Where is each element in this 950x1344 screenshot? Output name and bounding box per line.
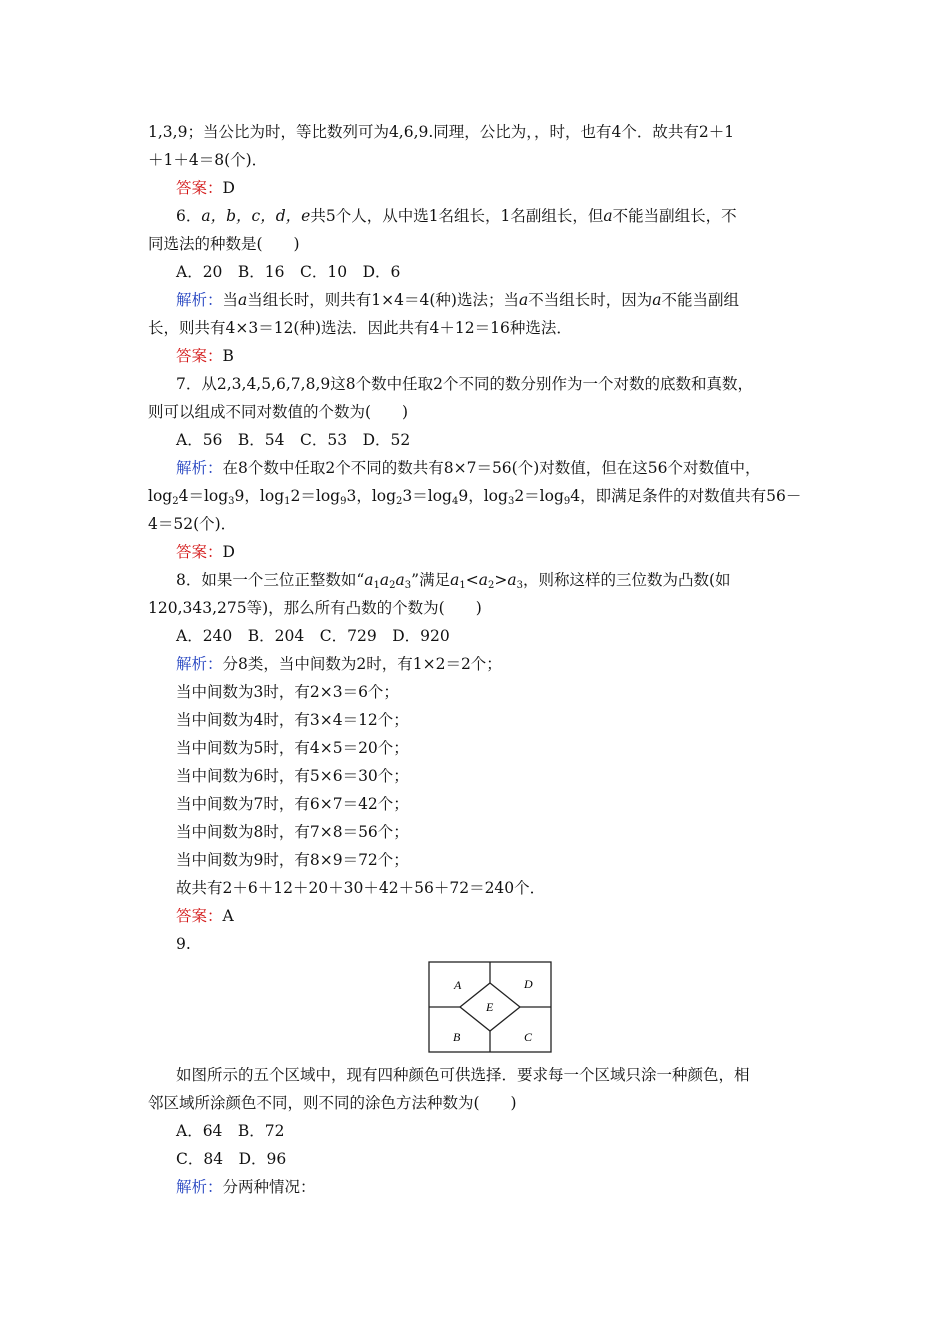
digit-sub: 2: [389, 580, 396, 591]
answer-value: B: [222, 347, 234, 365]
answer-label: 答案：: [176, 347, 223, 365]
log-base: 3: [228, 496, 235, 507]
stem-text: 共5个人，从中选1名组长，1名副组长，但: [310, 207, 604, 225]
question-7-solution-cont: 4＝52(个)．: [148, 515, 237, 533]
question-6-stem-cont: 同选法的种数是( ): [148, 235, 300, 253]
question-8-solution: [176, 654, 502, 674]
log-text: 2＝log: [290, 487, 341, 505]
solution-text: 分两种情况：: [222, 1178, 316, 1196]
digit-var: a: [478, 571, 488, 589]
digit-var: a: [379, 571, 390, 589]
variable-a: a: [518, 291, 529, 309]
digit-sub: 1: [373, 580, 380, 591]
log-base: 1: [284, 496, 291, 507]
digit-var: a: [507, 571, 517, 589]
question-7-stem-cont: 则可以组成不同对数值的个数为( ): [148, 403, 409, 421]
question-8-stem-cont: 120,343,275等)，那么所有凸数的个数为( ): [148, 599, 482, 617]
log-base: 2: [172, 496, 179, 507]
log-base: 4: [451, 496, 459, 507]
digit-var: a: [395, 571, 405, 589]
question-9-options-2: C．84 D．96: [176, 1150, 287, 1168]
answer-line: [176, 178, 235, 198]
digit-var: a: [364, 571, 374, 589]
case-line: 当中间数为3时，有2×3＝6个；: [176, 683, 399, 701]
log-text: 9，log: [458, 487, 508, 505]
stem-text: 不能当副组长，不: [612, 207, 737, 225]
question-7-options: A．56 B．54 C．53 D．52: [176, 431, 411, 449]
solution-text: 分8类，当中间数为2时，有1×2＝2个；: [222, 655, 502, 673]
question-7-log-equalities: [148, 486, 801, 506]
text-line: ＋1＋4＝8(个)．: [148, 151, 268, 169]
solution-text: 当: [222, 291, 239, 309]
region-label-b: B: [453, 1030, 461, 1044]
answer-line: [176, 906, 234, 926]
total-line: 故共有2＋6＋12＋20＋30＋42＋56＋72＝240个．: [176, 879, 546, 897]
question-8-stem: [176, 570, 731, 590]
answer-value: D: [222, 543, 235, 561]
digit-sub: 2: [487, 580, 495, 591]
log-base: 9: [340, 496, 347, 507]
log-base: 3: [507, 496, 515, 507]
question-8-options: A．240 B．204 C．729 D．920: [176, 627, 450, 645]
case-line: 当中间数为9时，有8×9＝72个；: [176, 851, 409, 869]
case-line: 当中间数为6时，有5×6＝30个；: [176, 767, 409, 785]
solution-text: 不当组长时，因为: [528, 291, 653, 309]
case-line: 当中间数为5时，有4×5＝20个；: [176, 739, 409, 757]
answer-value: A: [222, 907, 234, 925]
variable-a: a: [238, 291, 248, 309]
question-6-solution: [176, 290, 739, 310]
stem-text: ，则称这样的三位数为凸数(如: [522, 571, 731, 589]
solution-label: 解析：: [176, 1178, 223, 1196]
region-label-a: A: [454, 978, 462, 992]
case-line: 当中间数为7时，有6×7＝42个；: [176, 795, 409, 813]
question-7-solution: [176, 458, 761, 478]
variable-a: a: [652, 291, 662, 309]
log-base: 9: [563, 496, 571, 507]
variable-a: a: [603, 207, 613, 225]
digit-sub: 3: [404, 580, 412, 591]
region-label-e: E: [486, 1000, 494, 1014]
question-7-stem: 7．从2,3,4,5,6,7,8,9这8个数中任取2个不同的数分别作为一个对数的底数和真数，: [176, 375, 753, 393]
region-label-d: D: [524, 977, 533, 991]
answer-label: 答案：: [176, 543, 223, 561]
answer-line: [176, 346, 234, 366]
answer-line: [176, 542, 235, 562]
log-text: 2＝log: [514, 487, 564, 505]
less-than-sign: <: [465, 571, 479, 589]
digit-sub: 3: [516, 580, 523, 591]
log-text: 4＝log: [178, 487, 229, 505]
stem-text: ”满足: [411, 571, 451, 589]
question-6-solution-cont: 长，则共有4×3＝12(种)选法．因此共有4＋12＝16种选法．: [148, 319, 572, 337]
solution-label: 解析：: [176, 459, 223, 477]
greater-than-sign: >: [494, 571, 508, 589]
variable-list: a，b，c，d，e: [201, 207, 311, 225]
case-line: 当中间数为4时，有3×4＝12个；: [176, 711, 409, 729]
log-text: log: [148, 487, 173, 505]
text-line: 1,3,9；当公比为时，等比数列可为4,6,9.同理，公比为，，时，也有4个．故共有2＋1: [148, 123, 735, 141]
question-6-stem: [176, 206, 737, 226]
question-9-solution: [176, 1177, 316, 1197]
region-diagram-svg: [428, 961, 552, 1053]
solution-text: 当组长时，则共有1×4＝4(种)选法；当: [247, 291, 519, 309]
case-line: 当中间数为8时，有7×8＝56个；: [176, 823, 409, 841]
log-text: 3，log: [346, 487, 397, 505]
solution-text: 不能当副组: [661, 291, 739, 309]
digit-var: a: [450, 571, 460, 589]
answer-label: 答案：: [176, 907, 223, 925]
log-text: 9，log: [234, 487, 285, 505]
log-text: 4，即满足条件的对数值共有56－: [570, 487, 802, 505]
stem-text: 8．如果一个三位正整数如“: [176, 571, 365, 589]
solution-label: 解析：: [176, 655, 223, 673]
answer-value: D: [222, 179, 235, 197]
region-diagram: [428, 961, 552, 1053]
solution-text: 在8个数中任取2个不同的数共有8×7＝56(个)对数值，但在这56个对数值中，: [222, 459, 761, 477]
log-base: 2: [396, 496, 403, 507]
question-6-options: A．20 B．16 C．10 D．6: [176, 263, 401, 281]
log-text: 3＝log: [402, 487, 452, 505]
question-9-options-1: A．64 B．72: [176, 1122, 285, 1140]
region-label-c: C: [524, 1030, 533, 1044]
question-9-number: 9.: [176, 935, 191, 953]
question-9-stem: 如图所示的五个区域中，现有四种颜色可供选择．要求每一个区域只涂一种颜色，相: [176, 1066, 750, 1084]
solution-label: 解析：: [176, 291, 223, 309]
digit-sub: 1: [459, 580, 466, 591]
question-number: 6．: [176, 207, 202, 225]
answer-label: 答案：: [176, 179, 223, 197]
question-9-stem-cont: 邻区域所涂颜色不同，则不同的涂色方法种数为( ): [148, 1094, 517, 1112]
